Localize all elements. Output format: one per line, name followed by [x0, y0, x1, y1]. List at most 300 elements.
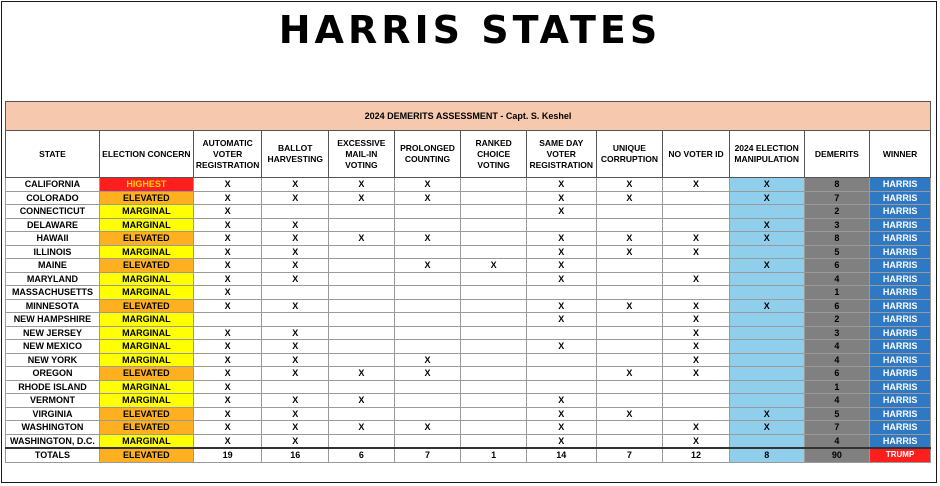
- demerits-cell: 1: [804, 380, 870, 394]
- page-title: HARRIS STATES: [278, 8, 662, 52]
- election-concern-cell: ELEVATED: [99, 232, 193, 246]
- total-demerits: 90: [804, 448, 870, 462]
- state-name-cell: OREGON: [6, 367, 100, 381]
- state-name-cell: MINNESOTA: [6, 299, 100, 313]
- mark-cell-harvest: X: [262, 367, 329, 381]
- mark-cell-harvest: [262, 380, 329, 394]
- mark-cell-ranked: [461, 299, 527, 313]
- demerits-cell: 6: [804, 299, 870, 313]
- winner-cell: HARRIS: [870, 272, 931, 286]
- table-row: [6, 218, 931, 232]
- mark-cell-harvest: X: [262, 340, 329, 354]
- election-concern-cell: MARGINAL: [99, 313, 193, 327]
- table-row: [6, 259, 931, 273]
- mark-cell-ranked: [461, 286, 527, 300]
- demerits-cell: 8: [804, 178, 870, 192]
- winner-cell: HARRIS: [870, 434, 931, 448]
- total-winner: TRUMP: [870, 448, 931, 462]
- column-header-winner: WINNER: [870, 131, 931, 178]
- mark-cell-prolonged: [394, 380, 461, 394]
- demerits-cell: 4: [804, 272, 870, 286]
- mark-cell-prolonged: [394, 272, 461, 286]
- mark-cell-ranked: [461, 340, 527, 354]
- mark-cell-sameday: [526, 353, 596, 367]
- election-concern-cell: MARGINAL: [99, 218, 193, 232]
- mark-cell-prolonged: [394, 286, 461, 300]
- column-header-prolonged: PROLONGED COUNTING: [394, 131, 461, 178]
- election-concern-cell: MARGINAL: [99, 434, 193, 448]
- mark-cell-avr: X: [193, 326, 262, 340]
- demerits-cell: 3: [804, 218, 870, 232]
- column-header-manip: 2024 ELECTION MANIPULATION: [729, 131, 804, 178]
- column-header-avr: AUTOMATIC VOTER REGISTRATION: [193, 131, 262, 178]
- mark-cell-mailin: [329, 407, 395, 421]
- mark-cell-prolonged: X: [394, 232, 461, 246]
- election-concern-cell: HIGHEST: [99, 178, 193, 192]
- mark-cell-sameday: X: [526, 407, 596, 421]
- mark-cell-manip: [729, 245, 804, 259]
- mark-cell-novoterid: X: [663, 353, 730, 367]
- mark-cell-corruption: [596, 205, 663, 219]
- mark-cell-avr: X: [193, 434, 262, 448]
- demerits-cell: 2: [804, 313, 870, 327]
- mark-cell-sameday: X: [526, 272, 596, 286]
- demerits-table: [5, 101, 931, 463]
- winner-cell: HARRIS: [870, 326, 931, 340]
- state-name-cell: MARYLAND: [6, 272, 100, 286]
- mark-cell-sameday: [526, 367, 596, 381]
- table-row: [6, 286, 931, 300]
- mark-cell-avr: X: [193, 178, 262, 192]
- mark-cell-mailin: [329, 245, 395, 259]
- mark-cell-prolonged: [394, 340, 461, 354]
- table-row: [6, 353, 931, 367]
- table-row: [6, 421, 931, 435]
- mark-cell-mailin: [329, 286, 395, 300]
- mark-cell-manip: X: [729, 232, 804, 246]
- mark-cell-sameday: [526, 380, 596, 394]
- mark-cell-mailin: X: [329, 232, 395, 246]
- state-name-cell: NEW MEXICO: [6, 340, 100, 354]
- mark-cell-novoterid: X: [663, 245, 730, 259]
- mark-cell-manip: [729, 380, 804, 394]
- mark-cell-corruption: X: [596, 232, 663, 246]
- election-concern-cell: ELEVATED: [99, 191, 193, 205]
- state-name-cell: NEW JERSEY: [6, 326, 100, 340]
- election-concern-cell: MARGINAL: [99, 394, 193, 408]
- mark-cell-corruption: [596, 272, 663, 286]
- mark-cell-harvest: [262, 205, 329, 219]
- mark-cell-prolonged: [394, 299, 461, 313]
- winner-cell: HARRIS: [870, 340, 931, 354]
- mark-cell-manip: [729, 313, 804, 327]
- mark-cell-avr: X: [193, 394, 262, 408]
- mark-cell-corruption: X: [596, 299, 663, 313]
- mark-cell-avr: X: [193, 191, 262, 205]
- mark-cell-avr: X: [193, 367, 262, 381]
- election-concern-cell: ELEVATED: [99, 367, 193, 381]
- mark-cell-sameday: X: [526, 299, 596, 313]
- mark-cell-corruption: X: [596, 178, 663, 192]
- mark-cell-harvest: X: [262, 232, 329, 246]
- mark-cell-avr: X: [193, 272, 262, 286]
- mark-cell-manip: [729, 286, 804, 300]
- table-row: [6, 380, 931, 394]
- mark-cell-corruption: [596, 353, 663, 367]
- mark-cell-novoterid: X: [663, 299, 730, 313]
- election-concern-cell: MARGINAL: [99, 340, 193, 354]
- mark-cell-harvest: X: [262, 245, 329, 259]
- mark-cell-ranked: [461, 191, 527, 205]
- mark-cell-corruption: [596, 421, 663, 435]
- column-header-row: [6, 131, 931, 178]
- mark-cell-mailin: [329, 259, 395, 273]
- demerits-cell: 2: [804, 205, 870, 219]
- mark-cell-novoterid: [663, 380, 730, 394]
- winner-cell: HARRIS: [870, 380, 931, 394]
- mark-cell-ranked: [461, 178, 527, 192]
- mark-cell-prolonged: X: [394, 259, 461, 273]
- total-mailin: 6: [329, 448, 395, 462]
- mark-cell-avr: X: [193, 205, 262, 219]
- mark-cell-prolonged: [394, 434, 461, 448]
- mark-cell-ranked: [461, 326, 527, 340]
- mark-cell-ranked: [461, 313, 527, 327]
- winner-cell: HARRIS: [870, 353, 931, 367]
- mark-cell-sameday: X: [526, 421, 596, 435]
- mark-cell-mailin: [329, 353, 395, 367]
- demerits-cell: 1: [804, 286, 870, 300]
- mark-cell-harvest: X: [262, 191, 329, 205]
- state-name-cell: WASHINGTON: [6, 421, 100, 435]
- total-avr: 19: [193, 448, 262, 462]
- mark-cell-sameday: [526, 286, 596, 300]
- mark-cell-prolonged: X: [394, 191, 461, 205]
- mark-cell-corruption: [596, 259, 663, 273]
- mark-cell-prolonged: X: [394, 178, 461, 192]
- mark-cell-mailin: X: [329, 421, 395, 435]
- winner-cell: HARRIS: [870, 407, 931, 421]
- election-concern-cell: MARGINAL: [99, 272, 193, 286]
- column-header-state: STATE: [6, 131, 100, 178]
- winner-cell: HARRIS: [870, 245, 931, 259]
- table-row: [6, 407, 931, 421]
- mark-cell-manip: X: [729, 178, 804, 192]
- mark-cell-novoterid: [663, 286, 730, 300]
- state-name-cell: NEW HAMPSHIRE: [6, 313, 100, 327]
- mark-cell-novoterid: X: [663, 178, 730, 192]
- mark-cell-harvest: X: [262, 353, 329, 367]
- demerits-cell: 4: [804, 340, 870, 354]
- table-row: [6, 326, 931, 340]
- total-manip: 8: [729, 448, 804, 462]
- totals-row: [6, 448, 931, 462]
- mark-cell-mailin: [329, 380, 395, 394]
- mark-cell-novoterid: [663, 394, 730, 408]
- demerits-cell: 7: [804, 421, 870, 435]
- state-name-cell: COLORADO: [6, 191, 100, 205]
- mark-cell-corruption: [596, 434, 663, 448]
- mark-cell-harvest: X: [262, 299, 329, 313]
- mark-cell-ranked: [461, 394, 527, 408]
- mark-cell-sameday: X: [526, 232, 596, 246]
- column-header-ranked: RANKED CHOICE VOTING: [461, 131, 527, 178]
- demerits-cell: 5: [804, 407, 870, 421]
- mark-cell-mailin: [329, 205, 395, 219]
- column-header-corruption: UNIQUE CORRUPTION: [596, 131, 663, 178]
- mark-cell-harvest: X: [262, 259, 329, 273]
- mark-cell-manip: [729, 353, 804, 367]
- table-row: [6, 313, 931, 327]
- winner-cell: HARRIS: [870, 286, 931, 300]
- table-row: [6, 245, 931, 259]
- mark-cell-mailin: [329, 326, 395, 340]
- winner-cell: HARRIS: [870, 178, 931, 192]
- mark-cell-harvest: X: [262, 394, 329, 408]
- mark-cell-manip: X: [729, 191, 804, 205]
- mark-cell-manip: X: [729, 218, 804, 232]
- total-sameday: 14: [526, 448, 596, 462]
- mark-cell-manip: X: [729, 407, 804, 421]
- mark-cell-prolonged: [394, 245, 461, 259]
- mark-cell-ranked: [461, 434, 527, 448]
- mark-cell-sameday: X: [526, 191, 596, 205]
- winner-cell: HARRIS: [870, 218, 931, 232]
- table-row: [6, 191, 931, 205]
- mark-cell-sameday: [526, 326, 596, 340]
- table-row: [6, 205, 931, 219]
- state-name-cell: DELAWARE: [6, 218, 100, 232]
- column-header-concern: ELECTION CONCERN: [99, 131, 193, 178]
- winner-cell: HARRIS: [870, 191, 931, 205]
- mark-cell-corruption: [596, 326, 663, 340]
- winner-cell: HARRIS: [870, 313, 931, 327]
- mark-cell-manip: [729, 205, 804, 219]
- mark-cell-avr: X: [193, 353, 262, 367]
- table-row: [6, 367, 931, 381]
- state-name-cell: VIRGINIA: [6, 407, 100, 421]
- table-row: [6, 232, 931, 246]
- demerits-cell: 4: [804, 434, 870, 448]
- mark-cell-ranked: [461, 232, 527, 246]
- mark-cell-sameday: X: [526, 259, 596, 273]
- column-header-demerits: DEMERITS: [804, 131, 870, 178]
- mark-cell-manip: [729, 434, 804, 448]
- mark-cell-harvest: [262, 313, 329, 327]
- table-row: [6, 394, 931, 408]
- election-concern-cell: MARGINAL: [99, 286, 193, 300]
- mark-cell-prolonged: X: [394, 367, 461, 381]
- mark-cell-ranked: X: [461, 259, 527, 273]
- demerits-cell: 7: [804, 191, 870, 205]
- mark-cell-novoterid: X: [663, 313, 730, 327]
- state-name-cell: ILLINOIS: [6, 245, 100, 259]
- winner-cell: HARRIS: [870, 205, 931, 219]
- table-row: [6, 272, 931, 286]
- column-header-sameday: SAME DAY VOTER REGISTRATION: [526, 131, 596, 178]
- mark-cell-sameday: X: [526, 313, 596, 327]
- mark-cell-prolonged: [394, 313, 461, 327]
- mark-cell-ranked: [461, 421, 527, 435]
- mark-cell-novoterid: [663, 191, 730, 205]
- mark-cell-ranked: [461, 218, 527, 232]
- assessment-title-row: [6, 102, 931, 131]
- mark-cell-avr: X: [193, 245, 262, 259]
- mark-cell-manip: [729, 394, 804, 408]
- table-row: [6, 434, 931, 448]
- mark-cell-harvest: X: [262, 218, 329, 232]
- mark-cell-avr: X: [193, 286, 262, 300]
- mark-cell-novoterid: X: [663, 232, 730, 246]
- winner-cell: HARRIS: [870, 421, 931, 435]
- winner-cell: HARRIS: [870, 367, 931, 381]
- mark-cell-avr: X: [193, 232, 262, 246]
- demerits-cell: 8: [804, 232, 870, 246]
- election-concern-cell: ELEVATED: [99, 259, 193, 273]
- table-body: [6, 178, 931, 463]
- mark-cell-manip: [729, 340, 804, 354]
- mark-cell-sameday: X: [526, 245, 596, 259]
- assessment-title: 2024 DEMERITS ASSESSMENT - Capt. S. Keshel: [6, 102, 931, 131]
- mark-cell-mailin: X: [329, 394, 395, 408]
- mark-cell-mailin: X: [329, 178, 395, 192]
- mark-cell-sameday: X: [526, 434, 596, 448]
- mark-cell-novoterid: X: [663, 434, 730, 448]
- mark-cell-mailin: X: [329, 367, 395, 381]
- total-novoterid: 12: [663, 448, 730, 462]
- mark-cell-corruption: [596, 340, 663, 354]
- election-concern-cell: MARGINAL: [99, 353, 193, 367]
- mark-cell-mailin: [329, 218, 395, 232]
- mark-cell-novoterid: [663, 259, 730, 273]
- mark-cell-novoterid: X: [663, 340, 730, 354]
- election-concern-cell: ELEVATED: [99, 421, 193, 435]
- mark-cell-avr: [193, 313, 262, 327]
- mark-cell-avr: X: [193, 218, 262, 232]
- mark-cell-corruption: X: [596, 407, 663, 421]
- election-concern-cell: MARGINAL: [99, 380, 193, 394]
- state-name-cell: VERMONT: [6, 394, 100, 408]
- demerits-cell: 5: [804, 245, 870, 259]
- demerits-cell: 3: [804, 326, 870, 340]
- mark-cell-corruption: [596, 286, 663, 300]
- mark-cell-manip: [729, 326, 804, 340]
- mark-cell-sameday: [526, 218, 596, 232]
- election-concern-cell: MARGINAL: [99, 245, 193, 259]
- mark-cell-corruption: [596, 313, 663, 327]
- winner-cell: HARRIS: [870, 299, 931, 313]
- total-prolonged: 7: [394, 448, 461, 462]
- table-row: [6, 340, 931, 354]
- table-row: [6, 299, 931, 313]
- winner-cell: HARRIS: [870, 232, 931, 246]
- mark-cell-avr: X: [193, 299, 262, 313]
- column-header-novoterid: NO VOTER ID: [663, 131, 730, 178]
- mark-cell-novoterid: [663, 407, 730, 421]
- winner-cell: HARRIS: [870, 259, 931, 273]
- mark-cell-ranked: [461, 205, 527, 219]
- mark-cell-manip: X: [729, 259, 804, 273]
- state-name-cell: NEW YORK: [6, 353, 100, 367]
- demerits-cell: 6: [804, 367, 870, 381]
- mark-cell-corruption: [596, 218, 663, 232]
- mark-cell-corruption: [596, 394, 663, 408]
- mark-cell-prolonged: [394, 218, 461, 232]
- mark-cell-ranked: [461, 407, 527, 421]
- mark-cell-manip: [729, 272, 804, 286]
- totals-label: TOTALS: [6, 448, 100, 462]
- state-name-cell: WASHINGTON, D.C.: [6, 434, 100, 448]
- mark-cell-novoterid: X: [663, 326, 730, 340]
- mark-cell-mailin: [329, 434, 395, 448]
- mark-cell-corruption: [596, 380, 663, 394]
- winner-cell: HARRIS: [870, 394, 931, 408]
- demerits-cell: 4: [804, 353, 870, 367]
- mark-cell-harvest: [262, 286, 329, 300]
- mark-cell-ranked: [461, 380, 527, 394]
- mark-cell-novoterid: X: [663, 367, 730, 381]
- total-corruption: 7: [596, 448, 663, 462]
- total-ranked: 1: [461, 448, 527, 462]
- mark-cell-novoterid: [663, 218, 730, 232]
- mark-cell-corruption: X: [596, 191, 663, 205]
- mark-cell-avr: X: [193, 259, 262, 273]
- mark-cell-harvest: X: [262, 326, 329, 340]
- mark-cell-prolonged: X: [394, 353, 461, 367]
- mark-cell-corruption: X: [596, 367, 663, 381]
- totals-concern-cell: ELEVATED: [99, 448, 193, 462]
- state-name-cell: CALIFORNIA: [6, 178, 100, 192]
- mark-cell-prolonged: X: [394, 421, 461, 435]
- mark-cell-prolonged: [394, 394, 461, 408]
- demerits-cell: 4: [804, 394, 870, 408]
- demerits-cell: 6: [804, 259, 870, 273]
- state-name-cell: HAWAII: [6, 232, 100, 246]
- mark-cell-prolonged: [394, 326, 461, 340]
- mark-cell-prolonged: [394, 407, 461, 421]
- mark-cell-mailin: [329, 313, 395, 327]
- state-name-cell: MASSACHUSETTS: [6, 286, 100, 300]
- mark-cell-harvest: X: [262, 178, 329, 192]
- mark-cell-harvest: X: [262, 407, 329, 421]
- mark-cell-manip: X: [729, 299, 804, 313]
- mark-cell-mailin: [329, 340, 395, 354]
- mark-cell-sameday: X: [526, 205, 596, 219]
- mark-cell-avr: X: [193, 380, 262, 394]
- mark-cell-ranked: [461, 245, 527, 259]
- election-concern-cell: ELEVATED: [99, 299, 193, 313]
- mark-cell-sameday: X: [526, 394, 596, 408]
- election-concern-cell: ELEVATED: [99, 407, 193, 421]
- mark-cell-ranked: [461, 272, 527, 286]
- mark-cell-harvest: X: [262, 421, 329, 435]
- mark-cell-harvest: X: [262, 434, 329, 448]
- election-concern-cell: MARGINAL: [99, 326, 193, 340]
- mark-cell-sameday: X: [526, 178, 596, 192]
- mark-cell-ranked: [461, 353, 527, 367]
- mark-cell-ranked: [461, 367, 527, 381]
- mark-cell-corruption: X: [596, 245, 663, 259]
- mark-cell-sameday: X: [526, 340, 596, 354]
- column-header-harvest: BALLOT HARVESTING: [262, 131, 329, 178]
- mark-cell-novoterid: X: [663, 421, 730, 435]
- mark-cell-mailin: X: [329, 191, 395, 205]
- election-concern-cell: MARGINAL: [99, 205, 193, 219]
- mark-cell-manip: X: [729, 421, 804, 435]
- mark-cell-mailin: [329, 272, 395, 286]
- column-header-mailin: EXCESSIVE MAIL-IN VOTING: [329, 131, 395, 178]
- mark-cell-mailin: [329, 299, 395, 313]
